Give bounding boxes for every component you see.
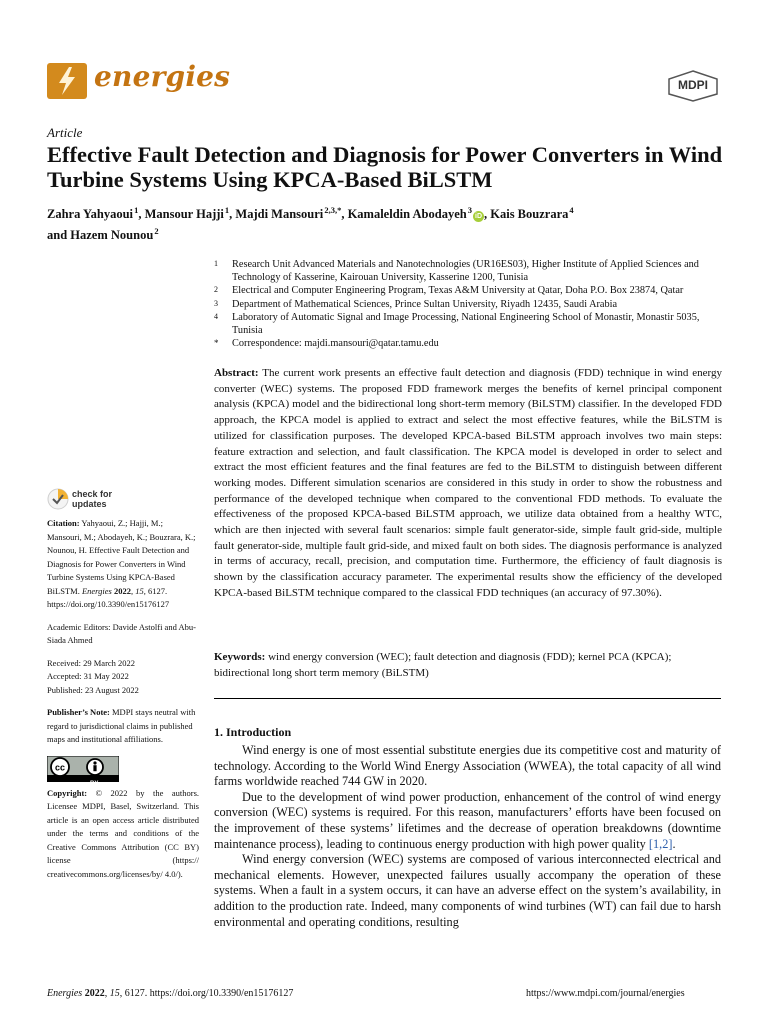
published-date: Published: 23 August 2022	[47, 684, 139, 695]
author[interactable]: and Hazem Nounou $^2$	[47, 226, 159, 243]
author[interactable]: Kamaleldin Abodayeh $^3$iD	[347, 205, 482, 222]
academic-editors: Academic Editors: Davide Astolfi and Abu-Siada Ahmed	[47, 621, 196, 645]
cc-badge-text: BY	[90, 781, 99, 787]
check-updates-icon	[47, 488, 69, 510]
publisher-note: Publisher’s Note: MDPI stays neutral with regard to jurisdictional claims in published maps and institutional affiliations.	[47, 707, 196, 744]
orcid-icon[interactable]: iD	[475, 213, 482, 221]
correspondence: * Correspondence: majdi.mansouri@qatar.tamu.edu	[214, 338, 439, 350]
citation-block: Citation: Yahyaoui, Z.; Hajji, M.; Mansouri, M.; Abodayeh, K.; Bouzrara, K.; Nounou, H. Effective Fault Detection and Diagnosis for Power Converters in Wind Turbine Systems Using KPCA-Based BiLSTM. Energies 2022, 15, 6127. https://doi.org/10.3390/en15176127	[47, 518, 196, 609]
introduction-body	[214, 743, 721, 930]
dates	[47, 657, 199, 698]
citation-link[interactable]: [1,2]	[648, 836, 673, 851]
copyright-notice: Copyright: © 2022 by the authors. Licensee MDPI, Basel, Switzerland. This article is an open access article distributed under the terms and conditions of the Creative Commons Attribution (CC BY) license (https:// creativecommons.org/licenses/by/ 4.0/).	[47, 787, 200, 879]
affiliations	[214, 258, 724, 350]
publisher-name: MDPI	[678, 78, 708, 92]
paragraph: Wind energy is one of most essential substitute energies due its competitive cost and maturity of technology. According to the World Wind Energy Association (WWEA), the total capacity of all wind farms worldwide reached 744 GW in 2020.	[214, 743, 721, 789]
cc-by-license-icon[interactable]	[47, 756, 119, 787]
keywords-text: wind energy conversion (WEC); fault detection and diagnosis (FDD); kernel PCA (KPCA); bidirectional long short term memory (BiLSTM)	[214, 651, 672, 679]
abstract-label: Abstract:	[214, 367, 259, 379]
sidebar	[47, 517, 199, 890]
section-heading: 1. Introduction	[214, 725, 292, 739]
paper-title: Effective Fault Detection and Diagnosis for Power Converters in Wind Turbine Systems Using KPCA-Based BiLSTM	[47, 142, 723, 192]
check-for-updates-button[interactable]: check for updates	[47, 488, 167, 512]
affiliation: 1 Research Unit Advanced Materials and Nanotechnologies (UR16ES03), Higher Institute of Applied Sciences and Technology of Kasserine, Kairouan University, Kasserine 1200, Tunisia	[214, 259, 699, 284]
journal-name: energies	[94, 60, 231, 93]
author[interactable]: Zahra Yahyaoui $^1$	[47, 205, 139, 222]
author-list: Zahra Yahyaoui $^1$, Mansour Hajji $^1$, Majdi Mansouri $^{2,3,*}$, Kamaleldin Abodayeh $^3$iD , Kais Bouzrara $^4$ and Hazem Nounou $^2$	[47, 205, 574, 243]
affiliation: 2 Electrical and Computer Engineering Program, Texas A&M University at Qatar, Doha P.O. Box 23874, Qatar	[214, 285, 684, 297]
author[interactable]: Mansour Hajji $^1$	[144, 205, 230, 222]
article-type: Article	[47, 125, 83, 140]
author[interactable]: Kais Bouzrara $^4$	[490, 205, 574, 222]
abstract-text: The current work presents an effective fault detection and diagnosis (FDD) technique in wind energy converter (WEC) systems. The proposed FDD framework merges the benefits of kernel principal component analysis (KPCA) model and the bidirectional long short-term memory (BiLSTM) classifier. In the developed FDD approach, the KPCA model is applied to extract and select the most effective features, while the BiLSTM is utilized for classification purposes. The developed KPCA-based BiLSTM approach involves two main steps: feature extraction and selection, and fault classification. The KPCA model is developed in order to select and extract the most efficient features and the final features are fed to the BiLSTM to distinguish between different working modes. Different simulation scenarios are considered in this study in order to show the robustness and performance of the developed technique when compared to the conventional FDD methods. To evaluate the effectiveness of the proposed KPCA-based BiLSTM approach, we utilize data obtained from a healthy WTC, which are then injected with several fault scenarios: simple fault generator-side, simple fault grid-side, multiple fault generator-side, multiple fault grid-side, and mixed fault on both sides. The diagnosis performance is analyzed in terms of accuracy, recall, precision, and computation time. Furthermore, the efficiency of fault diagnosis is shown by the classification accuracy parameter. The experimental results show the efficiency of the developed KPCA-based BiLSTM technique compared to the classical FDD techniques (an accuracy of 97.30%).	[214, 367, 722, 599]
paragraph: Due to the development of wind power production, enhancement of the control of wind energy conversion (WEC) systems is required. For this reason, manufacturers’ efforts have been focused on the improvement of these systems’ lifetimes and the decrease of operation breakdowns (downtime maintenance process), leading to continuous energy production with high power quality [1,2].	[214, 789, 721, 851]
svg-text:cc: cc	[54, 762, 66, 772]
mdpi-logo	[667, 70, 719, 102]
footer-citation: Energies 2022, 15, 6127. https://doi.org/10.3390/en15176127	[47, 988, 294, 999]
paragraph: Wind energy conversion (WEC) systems are composed of various interconnected electrical and mechanical elements. However, unexpected failures usually accompany the operation of these systems. When a fault in a system occurs, it can have an adverse effect on the system’s availability, in addition to the production rate. Indeed, many components of wind turbines (WT) can fail due to harsh environmental and operating conditions, resulting	[214, 852, 721, 929]
keywords	[214, 650, 722, 681]
affiliation: 3 Department of Mathematical Sciences, Prince Sultan University, Riyadh 12435, Saudi Arabia	[214, 298, 618, 310]
journal-logo-icon	[47, 63, 87, 99]
affiliation: 4 Laboratory of Automatic Signal and Image Processing, National Engineering School of Monastir, Monastir 5035, Tunisia	[214, 311, 700, 337]
footer-journal-url[interactable]: https://www.mdpi.com/journal/energies	[526, 988, 685, 999]
received-date: Received: 29 March 2022	[47, 657, 136, 668]
author[interactable]: Majdi Mansouri $^{2,3,*}$	[235, 205, 342, 222]
accepted-date: Accepted: 31 May 2022	[47, 671, 129, 681]
keywords-label: Keywords:	[214, 651, 266, 663]
section-divider	[214, 698, 721, 699]
abstract	[214, 366, 722, 602]
